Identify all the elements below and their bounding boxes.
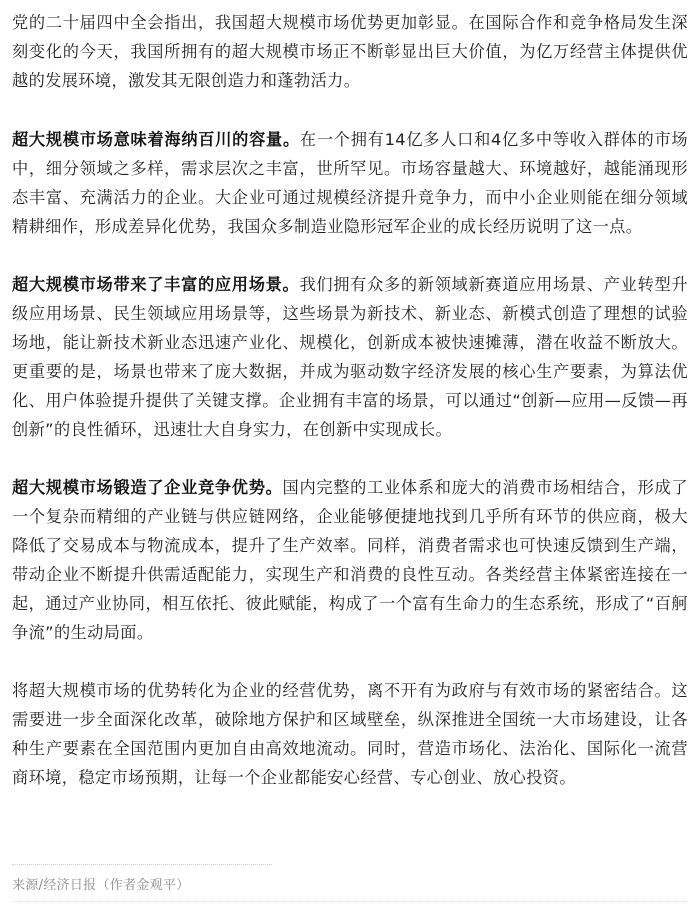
article-body bbox=[12, 8, 688, 792]
article-source: 来源/经济日报（作者金观平） bbox=[12, 878, 190, 893]
paragraph-lead: 超大规模市场锻造了企业竞争优势。 bbox=[12, 478, 283, 497]
paragraph-text: 我们拥有众多的新领域新赛道应用场景、产业转型升级应用场景、民生领域应用场景等，这些场景为新技术、新业态、新模式创造了理想的试验场地，能让新技术新业态迅速产业化、规模化，创新成本被快速摊薄，潜在收益不断放大。更重要的是，场景也带来了庞大数据，并成为驱动数字经济发展的核心生产要素，为算法优化、用户体验提升提供了关键支撑。企业拥有丰富的场景，可以通过“创新—应用—反馈—再创新”的良性循环，迅速壮大自身实力，在创新中实现成长。 bbox=[12, 275, 688, 439]
source-divider bbox=[12, 864, 272, 865]
paragraph-conclusion bbox=[12, 676, 688, 792]
paragraph-competitive-advantage bbox=[12, 473, 688, 647]
paragraph-text: 党的二十届四中全会指出，我国超大规模市场优势更加彰显。在国际合作和竞争格局发生深刻变化的今天，我国所拥有的超大规模市场正不断彰显出巨大价值，为亿万经营主体提供优越的发展环境，激发其无限创造力和蓬勃活力。 bbox=[12, 13, 688, 90]
paragraph-text: 国内完整的工业体系和庞大的消费市场相结合，形成了一个复杂而精细的产业链与供应链网络，企业能够便捷地找到几乎所有环节的供应商，极大降低了交易成本与物流成本，提升了生产效率。同样，消费者需求也可快速反馈到生产端，带动企业不断提升供需适配能力，实现生产和消费的良性互动。各类经营主体紧密连接在一起，通过产业协同，相互依托、彼此赋能，构成了一个富有生命力的生态系统，形成了“百舸争流”的生动局面。 bbox=[12, 478, 688, 642]
bottom-divider bbox=[12, 901, 687, 902]
paragraph-application-scenarios bbox=[12, 270, 688, 444]
paragraph-text: 在一个拥有14亿多人口和4亿多中等收入群体的市场中，细分领域之多样，需求层次之丰富，世所罕见。市场容量越大、环境越好，越能涌现形态丰富、充满活力的企业。大企业可通过规模经济提升竞争力，而中小企业则能在细分领域精耕细作，形成差异化优势，我国众多制造业隐形冠军企业的成长经历说明了这一点。 bbox=[12, 130, 688, 236]
paragraph-lead: 超大规模市场带来了丰富的应用场景。 bbox=[12, 275, 300, 294]
paragraph-lead: 超大规模市场意味着海纳百川的容量。 bbox=[12, 130, 300, 149]
paragraph-text: 将超大规模市场的优势转化为企业的经营优势，离不开有为政府与有效市场的紧密结合。这需要进一步全面深化改革，破除地方保护和区域壁垒，纵深推进全国统一大市场建设，让各种生产要素在全国范围内更加自由高效地流动。同时，营造市场化、法治化、国际化一流营商环境，稳定市场预期，让每一个企业都能安心经营、专心创业、放心投资。 bbox=[12, 681, 688, 787]
paragraph-intro bbox=[12, 8, 688, 95]
paragraph-market-capacity bbox=[12, 125, 688, 241]
